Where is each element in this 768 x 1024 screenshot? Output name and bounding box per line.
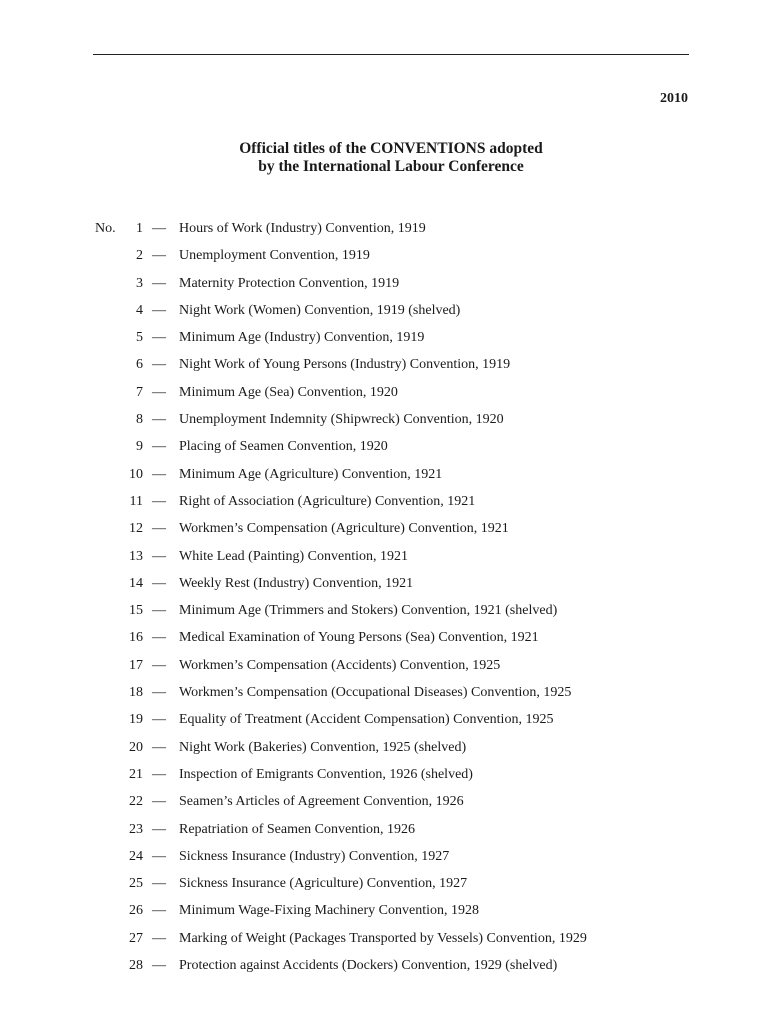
convention-title: Workmen’s Compensation (Occupational Diseases) Convention, 1925 bbox=[179, 685, 572, 701]
em-dash: — bbox=[152, 821, 166, 837]
title-line-2: by the International Labour Conference bbox=[258, 158, 524, 175]
convention-title: Medical Examination of Young Persons (Sea) Convention, 1921 bbox=[179, 630, 539, 646]
em-dash: — bbox=[152, 412, 166, 428]
convention-title: Night Work of Young Persons (Industry) Convention, 1919 bbox=[179, 357, 511, 373]
convention-number: 21 bbox=[129, 766, 143, 782]
em-dash: — bbox=[152, 357, 166, 373]
em-dash: — bbox=[152, 903, 166, 919]
em-dash: — bbox=[152, 493, 166, 509]
convention-title: Night Work (Women) Convention, 1919 (shelved) bbox=[179, 302, 461, 318]
convention-number: 14 bbox=[129, 575, 143, 591]
em-dash: — bbox=[152, 657, 166, 673]
convention-title: Minimum Age (Industry) Convention, 1919 bbox=[179, 330, 425, 346]
document-title bbox=[93, 140, 689, 176]
convention-number: 27 bbox=[129, 930, 143, 946]
em-dash: — bbox=[152, 248, 166, 264]
list-item bbox=[95, 821, 695, 848]
em-dash: — bbox=[152, 384, 166, 400]
convention-number: 13 bbox=[129, 548, 143, 564]
convention-number: 11 bbox=[129, 493, 143, 509]
convention-title: Protection against Accidents (Dockers) Convention, 1929 (shelved) bbox=[179, 958, 558, 974]
em-dash: — bbox=[152, 603, 166, 619]
convention-number: 12 bbox=[129, 521, 143, 537]
title-line-1: Official titles of the CONVENTIONS adopted bbox=[239, 140, 543, 157]
top-rule bbox=[93, 54, 689, 55]
list-item bbox=[95, 411, 695, 438]
convention-title: Workmen’s Compensation (Agriculture) Convention, 1921 bbox=[179, 521, 509, 537]
convention-title: Right of Association (Agriculture) Convention, 1921 bbox=[179, 493, 476, 509]
convention-number: 1 bbox=[136, 221, 143, 236]
list-item bbox=[95, 902, 695, 929]
em-dash: — bbox=[152, 794, 166, 810]
list-item bbox=[95, 356, 695, 383]
convention-title: Sickness Insurance (Agriculture) Convention, 1927 bbox=[179, 876, 468, 892]
convention-number: 17 bbox=[129, 657, 143, 673]
convention-number: 3 bbox=[136, 275, 143, 291]
convention-number: 16 bbox=[129, 630, 143, 646]
list-item bbox=[95, 247, 695, 274]
em-dash: — bbox=[152, 302, 166, 318]
list-item bbox=[95, 493, 695, 520]
convention-title: Maternity Protection Convention, 1919 bbox=[179, 275, 400, 291]
convention-number: 6 bbox=[136, 357, 143, 373]
convention-number: 22 bbox=[129, 794, 143, 810]
em-dash: — bbox=[152, 439, 166, 455]
document-year: 2010 bbox=[660, 91, 688, 106]
convention-title: Inspection of Emigrants Convention, 1926 (shelved) bbox=[179, 766, 473, 782]
em-dash: — bbox=[152, 876, 166, 892]
convention-number: 18 bbox=[129, 685, 143, 701]
convention-number: 23 bbox=[129, 821, 143, 837]
convention-number: 5 bbox=[136, 330, 143, 346]
em-dash: — bbox=[152, 221, 166, 236]
convention-number: 4 bbox=[136, 302, 143, 318]
em-dash: — bbox=[152, 766, 166, 782]
list-item bbox=[95, 848, 695, 875]
list-item bbox=[95, 520, 695, 547]
em-dash: — bbox=[152, 575, 166, 591]
list-item bbox=[95, 329, 695, 356]
em-dash: — bbox=[152, 548, 166, 564]
em-dash: — bbox=[152, 521, 166, 537]
convention-number: 7 bbox=[136, 384, 143, 400]
list-item bbox=[95, 575, 695, 602]
convention-number: 28 bbox=[129, 958, 143, 974]
convention-number: 24 bbox=[129, 848, 143, 864]
em-dash: — bbox=[152, 739, 166, 755]
no-label: No. bbox=[95, 221, 116, 236]
convention-title: Minimum Age (Agriculture) Convention, 1921 bbox=[179, 466, 443, 482]
em-dash: — bbox=[152, 930, 166, 946]
convention-title: Workmen’s Compensation (Accidents) Convention, 1925 bbox=[179, 657, 501, 673]
convention-title: Placing of Seamen Convention, 1920 bbox=[179, 439, 388, 455]
list-item bbox=[95, 657, 695, 684]
convention-title: Night Work (Bakeries) Convention, 1925 (shelved) bbox=[179, 739, 467, 755]
convention-number: 25 bbox=[129, 876, 143, 892]
convention-number: 19 bbox=[129, 712, 143, 728]
list-item bbox=[95, 766, 695, 793]
list-item bbox=[95, 302, 695, 329]
em-dash: — bbox=[152, 958, 166, 974]
convention-title: Hours of Work (Industry) Convention, 1919 bbox=[179, 221, 426, 236]
list-item bbox=[95, 220, 695, 247]
list-item bbox=[95, 602, 695, 629]
convention-title: Seamen’s Articles of Agreement Convention, 1926 bbox=[179, 794, 464, 810]
convention-title: Marking of Weight (Packages Transported by Vessels) Convention, 1929 bbox=[179, 930, 587, 946]
convention-title: Minimum Age (Sea) Convention, 1920 bbox=[179, 384, 398, 400]
convention-title: Equality of Treatment (Accident Compensation) Convention, 1925 bbox=[179, 712, 554, 728]
list-item bbox=[95, 548, 695, 575]
em-dash: — bbox=[152, 275, 166, 291]
list-item bbox=[95, 466, 695, 493]
convention-title: Weekly Rest (Industry) Convention, 1921 bbox=[179, 575, 414, 591]
list-item bbox=[95, 629, 695, 656]
em-dash: — bbox=[152, 630, 166, 646]
em-dash: — bbox=[152, 330, 166, 346]
list-item bbox=[95, 930, 695, 957]
convention-title: White Lead (Painting) Convention, 1921 bbox=[179, 548, 409, 564]
list-item bbox=[95, 711, 695, 738]
convention-title: Unemployment Convention, 1919 bbox=[179, 248, 370, 264]
convention-number: 10 bbox=[129, 466, 143, 482]
list-item bbox=[95, 875, 695, 902]
convention-number: 8 bbox=[136, 412, 143, 428]
convention-title: Minimum Wage-Fixing Machinery Convention, 1928 bbox=[179, 903, 479, 919]
convention-title: Sickness Insurance (Industry) Convention, 1927 bbox=[179, 848, 450, 864]
list-item bbox=[95, 438, 695, 465]
convention-title: Unemployment Indemnity (Shipwreck) Convention, 1920 bbox=[179, 412, 504, 428]
convention-title: Repatriation of Seamen Convention, 1926 bbox=[179, 821, 416, 837]
convention-number: 20 bbox=[129, 739, 143, 755]
list-item bbox=[95, 275, 695, 302]
list-item bbox=[95, 739, 695, 766]
convention-number: 15 bbox=[129, 603, 143, 619]
em-dash: — bbox=[152, 848, 166, 864]
em-dash: — bbox=[152, 466, 166, 482]
convention-list bbox=[95, 220, 695, 984]
em-dash: — bbox=[152, 685, 166, 701]
convention-number: 2 bbox=[136, 248, 143, 264]
convention-number: 26 bbox=[129, 903, 143, 919]
em-dash: — bbox=[152, 712, 166, 728]
list-item bbox=[95, 684, 695, 711]
convention-number: 9 bbox=[136, 439, 143, 455]
list-item bbox=[95, 384, 695, 411]
list-item bbox=[95, 957, 695, 984]
convention-title: Minimum Age (Trimmers and Stokers) Convention, 1921 (shelved) bbox=[179, 603, 558, 619]
list-item bbox=[95, 793, 695, 820]
